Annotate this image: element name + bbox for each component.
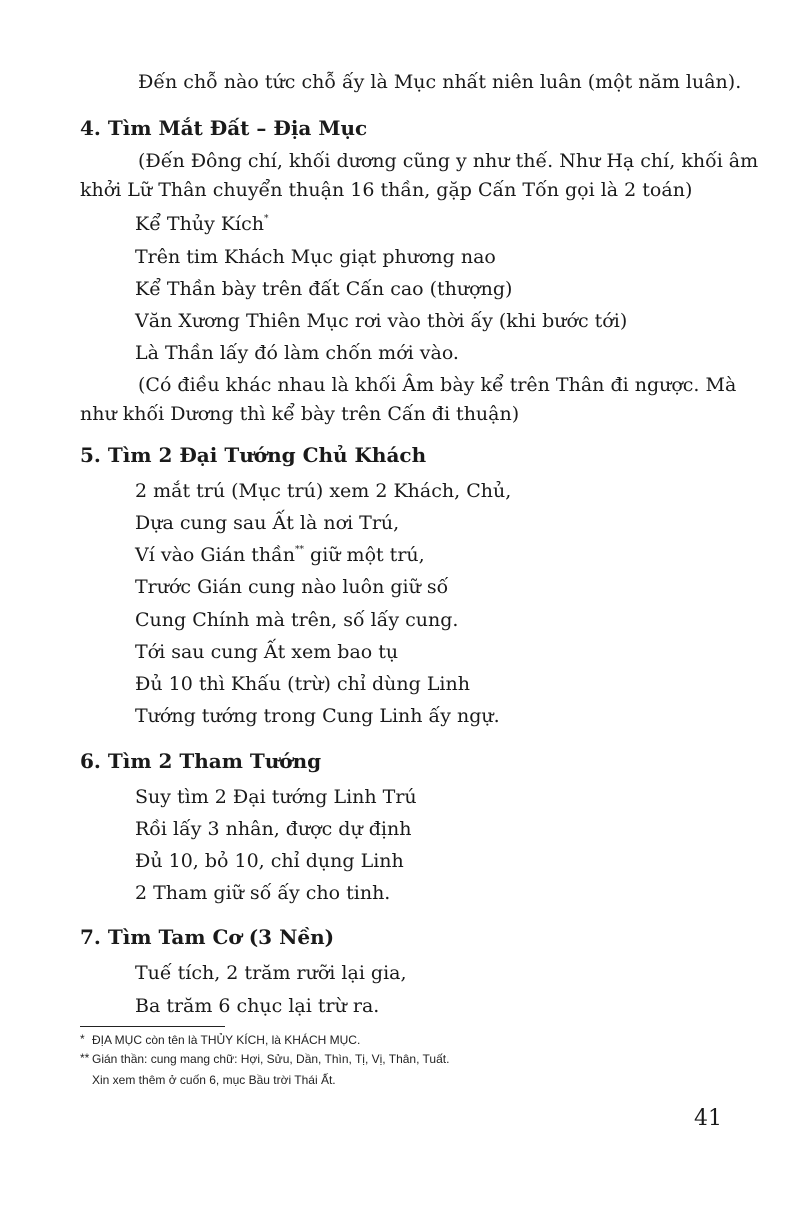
footnote-2-line-1: Gián thần: cung mang chữ: Hợi, Sửu, Dần, Thìn, Tị, Vị, Thân, Tuất. — [92, 1052, 450, 1066]
section-7-verse-2: Ba trăm 6 chục lại trừ ra. — [135, 995, 380, 1017]
section-5-verse-3 — [135, 543, 425, 567]
section-6-heading: 6. Tìm 2 Tham Tướng — [80, 749, 322, 773]
section-6-verse-1: Suy tìm 2 Đại tướng Linh Trú — [135, 786, 417, 808]
footnote-divider — [80, 1026, 225, 1027]
section-6-verse-3: Đủ 10, bỏ 10, chỉ dụng Linh — [135, 850, 404, 872]
section-5-verse-4: Trước Gián cung nào luôn giữ số — [135, 576, 449, 598]
footnote-2-marker: ** — [80, 1051, 90, 1065]
section-5-heading: 5. Tìm 2 Đại Tướng Chủ Khách — [80, 443, 427, 467]
section-7-verse-1: Tuế tích, 2 trăm rưỡi lại gia, — [135, 962, 407, 984]
footnote-1: ĐỊA MỤC còn tên là THỦY KÍCH, là KHÁCH MỤC. — [92, 1033, 361, 1047]
section-4-verse-2: Trên tim Khách Mục giạt phương nao — [135, 246, 496, 268]
page-number: 41 — [694, 1106, 722, 1131]
section-5-verse-6: Tới sau cung Ất xem bao tụ — [135, 641, 399, 663]
section-5-verse-8: Tướng tướng trong Cung Linh ấy ngự. — [135, 705, 500, 727]
section-4-paragraph-2-line-2: như khối Dương thì kể bày trên Cấn đi thuận) — [80, 403, 520, 425]
verse-text: giữ một trú, — [304, 544, 425, 566]
section-4-heading: 4. Tìm Mắt Đất – Địa Mục — [80, 116, 368, 140]
section-4-verse-5: Là Thần lấy đó làm chốn mới vào. — [135, 342, 459, 364]
section-5-verse-5: Cung Chính mà trên, số lấy cung. — [135, 609, 459, 631]
section-4-paragraph-1-line-2: khởi Lữ Thân chuyển thuận 16 thần, gặp Cấn Tốn gọi là 2 toán) — [80, 179, 693, 201]
section-4-verse-1 — [135, 212, 269, 236]
footnote-marker: * — [264, 214, 269, 224]
section-6-verse-4: 2 Tham giữ số ấy cho tinh. — [135, 882, 391, 904]
verse-text: Kể Thủy Kích — [135, 213, 264, 235]
section-5-verse-7: Đủ 10 thì Khấu (trừ) chỉ dùng Linh — [135, 673, 470, 695]
footnote-1-marker: * — [80, 1032, 85, 1046]
section-5-verse-2: Dựa cung sau Ất là nơi Trú, — [135, 512, 400, 534]
section-4-paragraph-2-line-1: (Có điều khác nhau là khối Âm bày kể trên Thân đi ngược. Mà — [138, 374, 737, 396]
verse-text: Ví vào Gián thần — [135, 544, 295, 566]
section-7-heading: 7. Tìm Tam Cơ (3 Nền) — [80, 925, 335, 949]
section-4-verse-3: Kể Thần bày trên đất Cấn cao (thượng) — [135, 278, 513, 300]
section-4-paragraph-1-line-1: (Đến Đông chí, khối dương cũng y như thế. Như Hạ chí, khối âm — [138, 150, 759, 172]
section-5-verse-1: 2 mắt trú (Mục trú) xem 2 Khách, Chủ, — [135, 480, 512, 502]
intro-line: Đến chỗ nào tức chỗ ấy là Mục nhất niên luân (một năm luân). — [138, 71, 742, 93]
footnote-2-line-2: Xin xem thêm ở cuốn 6, mục Bầu trời Thái Ất. — [92, 1073, 336, 1087]
section-4-verse-4: Văn Xương Thiên Mục rơi vào thời ấy (khi bước tới) — [135, 310, 628, 332]
section-6-verse-2: Rồi lấy 3 nhân, được dự định — [135, 818, 412, 840]
footnote-marker: ** — [295, 545, 304, 555]
